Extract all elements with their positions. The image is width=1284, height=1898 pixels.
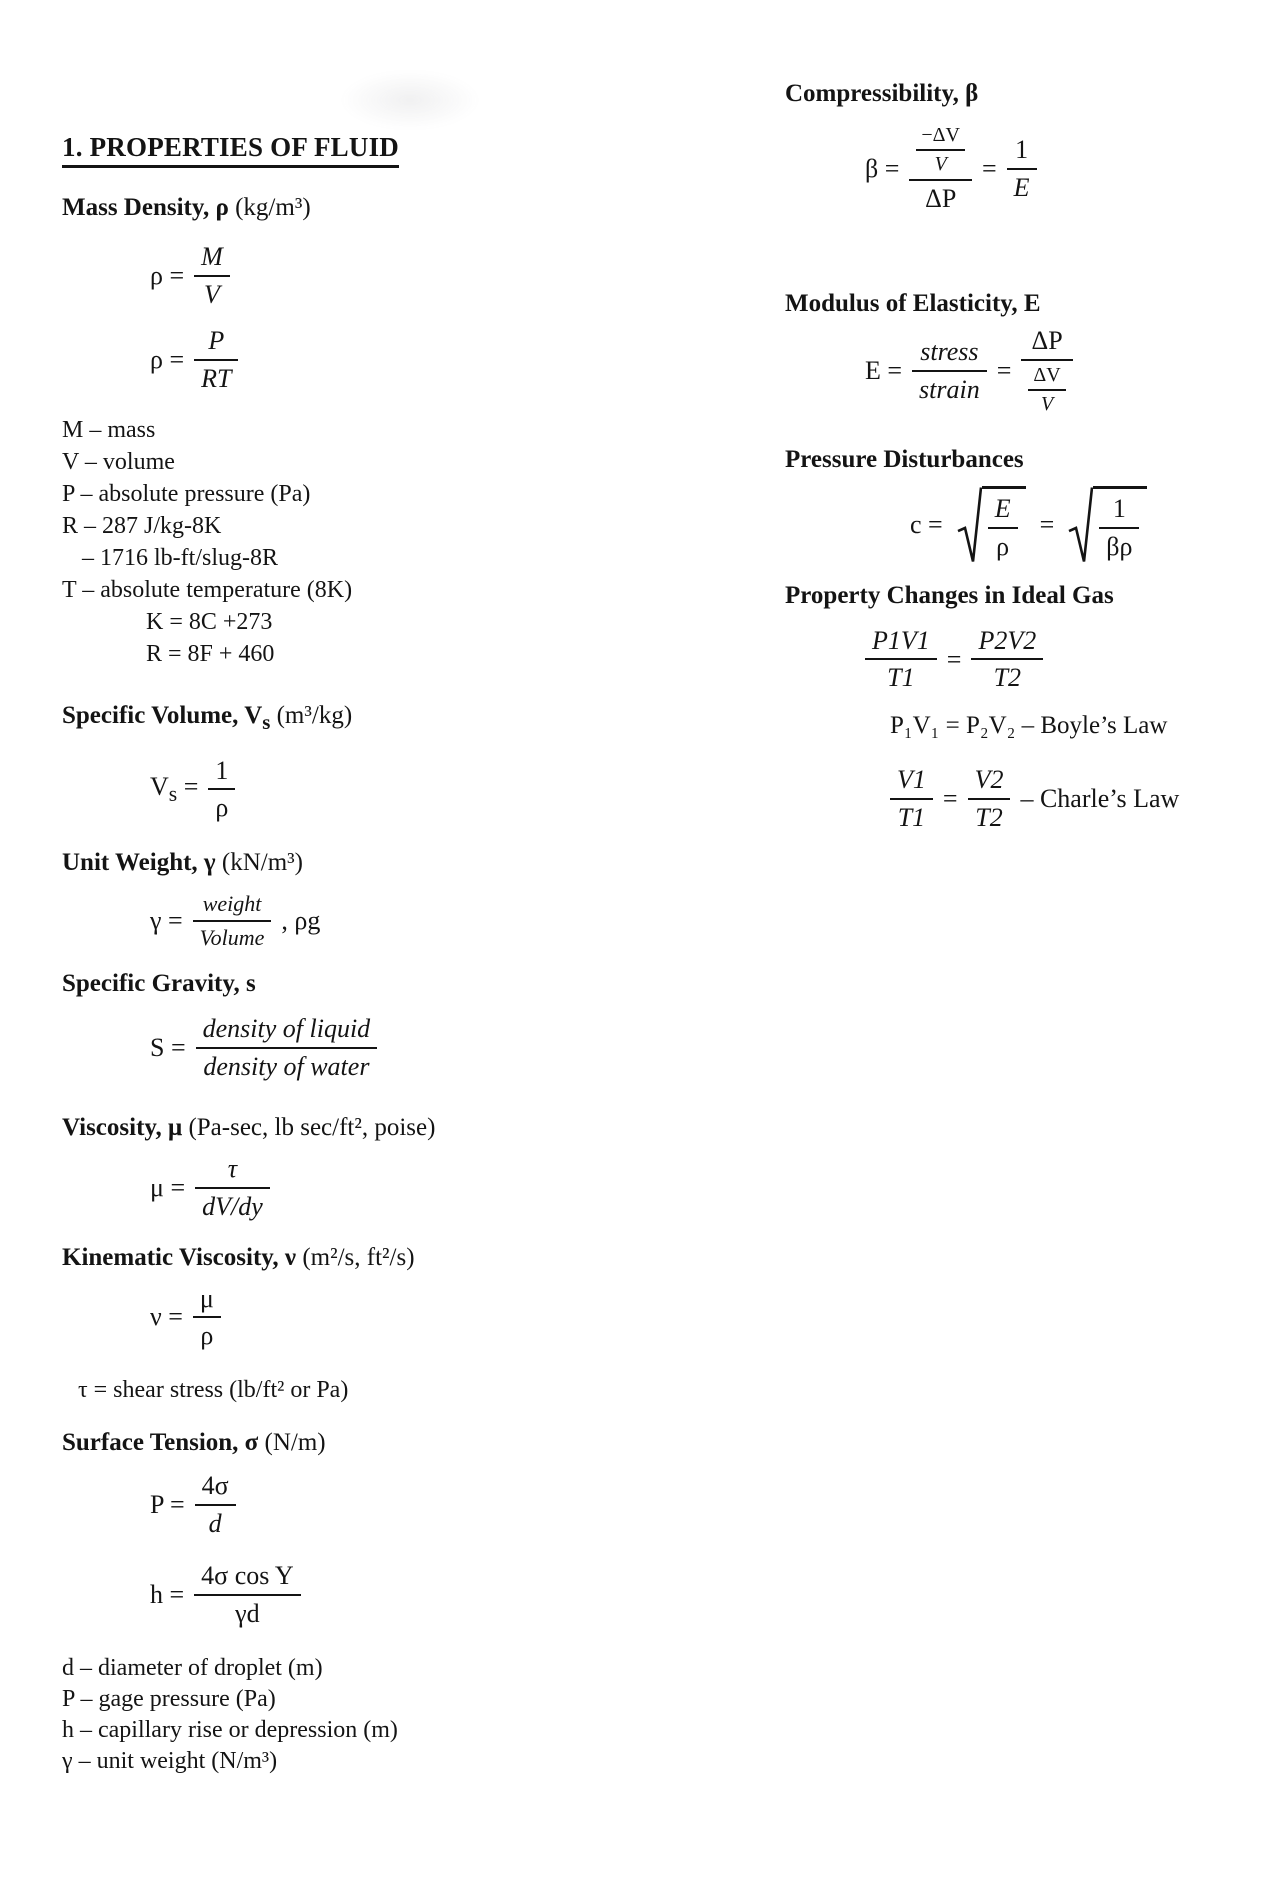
fraction-denominator: T1 bbox=[887, 663, 915, 693]
heading-unit-weight: Unit Weight, γ (kN/m³) bbox=[62, 849, 303, 877]
equals-sign: = bbox=[996, 355, 1012, 385]
definition-line: M – mass bbox=[62, 416, 156, 443]
formula-lhs: ρ = bbox=[150, 344, 185, 374]
formula-lhs: S = bbox=[150, 1032, 186, 1062]
definitions-mass-density bbox=[62, 414, 702, 670]
fraction bbox=[195, 1471, 236, 1539]
definition-line: γ – unit weight (N/m³) bbox=[62, 1747, 278, 1774]
fraction-denominator: Volume bbox=[199, 924, 265, 950]
formula-capillary-rise bbox=[62, 1561, 702, 1629]
fraction bbox=[1099, 494, 1139, 562]
heading-viscosity: Viscosity, μ (Pa-sec, lb sec/ft², poise) bbox=[62, 1113, 436, 1141]
equals-sign: = bbox=[946, 644, 962, 674]
fraction-denominator: ρ bbox=[200, 1321, 214, 1351]
fraction-denominator: d bbox=[208, 1509, 222, 1539]
fraction-denominator: strain bbox=[919, 374, 980, 404]
formula-unit-weight bbox=[62, 891, 702, 950]
formula-lhs: $V_s$ = bbox=[150, 771, 199, 807]
definition-line: K = 8C +273 bbox=[146, 608, 273, 635]
fraction bbox=[196, 1014, 378, 1082]
formula-specific-gravity bbox=[62, 1014, 702, 1082]
fraction-denominator: T2 bbox=[975, 803, 1003, 833]
fraction-denominator: ρ bbox=[215, 793, 229, 823]
formula-combined-gas-law bbox=[785, 626, 1265, 694]
fraction-denominator: βρ bbox=[1106, 531, 1133, 561]
fraction-numerator: τ bbox=[195, 1154, 270, 1189]
fraction-numerator: 1 bbox=[1007, 135, 1037, 170]
radical-icon bbox=[1068, 486, 1093, 564]
fraction-numerator: ΔP bbox=[1021, 326, 1072, 361]
watermark-smudge bbox=[340, 70, 480, 130]
fraction-denominator: ρ bbox=[996, 531, 1010, 561]
definition-line: h – capillary rise or depression (m) bbox=[62, 1716, 398, 1743]
fraction-numerator: 4σ bbox=[195, 1471, 236, 1506]
formula-kinematic-viscosity bbox=[62, 1284, 702, 1352]
fraction bbox=[1007, 135, 1037, 203]
radical-icon bbox=[957, 486, 982, 564]
heading-modulus-of-elasticity: Modulus of Elasticity, E bbox=[785, 289, 1041, 317]
fraction bbox=[865, 626, 937, 694]
fraction bbox=[194, 326, 238, 394]
fraction bbox=[195, 1154, 270, 1222]
fraction-numerator: V1 bbox=[890, 765, 933, 800]
heading-kinematic-viscosity: Kinematic Viscosity, ν (m²/s, ft²/s) bbox=[62, 1243, 415, 1271]
formula-viscosity bbox=[62, 1154, 702, 1222]
formula-lhs: ν = bbox=[150, 1302, 183, 1332]
left-column bbox=[62, 130, 702, 1777]
heading-specific-volume: Specific Volume, $V_s$ (m³/kg) bbox=[62, 701, 353, 734]
fraction-denominator: RT bbox=[201, 363, 232, 393]
fraction bbox=[208, 756, 235, 824]
fraction bbox=[912, 337, 987, 405]
formula-lhs: ρ = bbox=[150, 260, 185, 290]
square-root bbox=[957, 486, 1026, 564]
boyles-law-line: P₁V₁ = P₂V₂ – Boyle’s Law bbox=[890, 712, 1168, 740]
definition-line: d – diameter of droplet (m) bbox=[62, 1654, 323, 1681]
formula-mass-density-mv bbox=[62, 242, 702, 310]
heading-pressure-disturbances: Pressure Disturbances bbox=[785, 445, 1024, 473]
fraction-numerator: stress bbox=[912, 337, 987, 372]
fraction-denominator: dV/dy bbox=[202, 1191, 263, 1221]
fraction bbox=[971, 626, 1043, 694]
fraction-numerator: P1V1 bbox=[865, 626, 937, 661]
heading-specific-gravity: Specific Gravity, s bbox=[62, 969, 256, 997]
fraction-denominator: density of water bbox=[203, 1051, 370, 1081]
fraction-denominator: T2 bbox=[993, 663, 1022, 693]
radicand bbox=[982, 486, 1026, 564]
fraction bbox=[890, 765, 933, 833]
fraction-numerator: 1 bbox=[208, 756, 235, 791]
fraction bbox=[193, 891, 272, 950]
formula-surface-tension-p bbox=[62, 1471, 702, 1539]
heading-property-changes: Property Changes in Ideal Gas bbox=[785, 581, 1114, 609]
fraction bbox=[194, 1561, 301, 1629]
nested-fraction: $\frac{\Delta V}{V}$ bbox=[1028, 364, 1065, 416]
formula-compressibility bbox=[785, 124, 1265, 214]
fraction-numerator: μ bbox=[193, 1284, 221, 1319]
formula-lhs: P = bbox=[150, 1490, 185, 1520]
definition-line: P – absolute pressure (Pa) bbox=[62, 480, 311, 507]
definition-line: T – absolute temperature (8K) bbox=[62, 576, 353, 603]
heading-mass-density: Mass Density, ρ (kg/m³) bbox=[62, 194, 311, 221]
fraction-numerator: density of liquid bbox=[196, 1014, 378, 1049]
square-root bbox=[1068, 486, 1147, 564]
fraction-numerator: M bbox=[194, 242, 230, 277]
fraction-denominator: V bbox=[204, 279, 220, 309]
fraction-numerator: V2 bbox=[968, 765, 1011, 800]
formula-tail: – Charle’s Law bbox=[1020, 784, 1180, 814]
formula-celerity bbox=[785, 486, 1265, 564]
formula-modulus-of-elasticity bbox=[785, 326, 1265, 416]
formula-lhs: γ = bbox=[150, 905, 183, 935]
radicand bbox=[1093, 486, 1147, 564]
definition-line: V – volume bbox=[62, 448, 175, 475]
fraction-denominator bbox=[1021, 361, 1072, 416]
formula-lhs: h = bbox=[150, 1580, 185, 1609]
formula-lhs: β = bbox=[865, 154, 900, 183]
formula-specific-volume bbox=[62, 756, 702, 824]
definition-line: R – 287 J/kg-8K bbox=[62, 512, 222, 539]
fraction-numerator: 1 bbox=[1099, 494, 1139, 529]
fraction bbox=[1021, 326, 1072, 416]
fraction-numerator: P bbox=[194, 326, 238, 361]
fraction-denominator: T1 bbox=[897, 803, 926, 833]
fraction bbox=[909, 124, 972, 214]
formula-mass-density-prt bbox=[62, 326, 702, 394]
equals-sign: = bbox=[1039, 509, 1055, 539]
definition-line: R = 8F + 460 bbox=[146, 640, 275, 667]
fraction-denominator: E bbox=[1013, 172, 1030, 202]
definitions-surface-tension bbox=[62, 1653, 702, 1777]
fraction bbox=[988, 494, 1018, 562]
definition-line: – 1716 lb-ft/slug-8R bbox=[82, 544, 278, 571]
right-column bbox=[785, 78, 1265, 833]
fraction-numerator: E bbox=[988, 494, 1018, 529]
formula-lhs: c = bbox=[910, 509, 943, 539]
definition-line: P – gage pressure (Pa) bbox=[62, 1685, 276, 1712]
formula-lhs: μ = bbox=[150, 1172, 186, 1202]
shear-stress-note: τ = shear stress (lb/ft² or Pa) bbox=[78, 1377, 349, 1404]
fraction-numerator: P2V2 bbox=[971, 626, 1043, 661]
equals-sign: = bbox=[942, 784, 958, 814]
fraction-denominator: γd bbox=[235, 1598, 260, 1628]
formula-lhs: E = bbox=[865, 355, 903, 385]
fraction-denominator: ΔP bbox=[925, 184, 957, 213]
heading-subscript: s bbox=[262, 709, 271, 734]
heading-compressibility: Compressibility, β bbox=[785, 80, 979, 107]
nested-fraction: $\frac{-\Delta V}{V}$ bbox=[916, 124, 965, 176]
fraction bbox=[194, 242, 230, 310]
fraction bbox=[968, 765, 1011, 833]
heading-surface-tension: Surface Tension, σ (N/m) bbox=[62, 1429, 326, 1457]
equals-sign: = bbox=[982, 154, 997, 183]
formula-tail: , ρg bbox=[281, 905, 321, 935]
fraction-numerator bbox=[909, 124, 972, 181]
fraction-numerator: weight bbox=[193, 891, 272, 921]
fraction-numerator: 4σ cos Y bbox=[194, 1561, 301, 1596]
fraction bbox=[193, 1284, 221, 1352]
formula-charles-law bbox=[785, 765, 1265, 833]
page-title: 1. PROPERTIES OF FLUID bbox=[62, 130, 702, 168]
